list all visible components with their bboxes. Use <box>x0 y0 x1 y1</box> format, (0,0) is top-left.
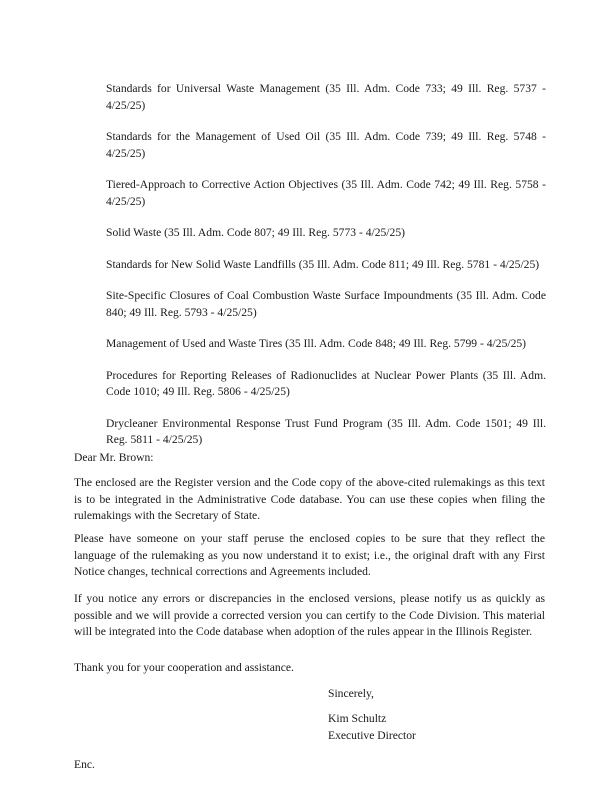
rulemaking-item: Standards for New Solid Waste Landfills (35 Ill. Adm. Code 811; 49 Ill. Reg. 5781 - 4/25/25) <box>106 257 540 271</box>
body-paragraph: The enclosed are the Register version and the Code copy of the above-cited rulemakings as this text is to be integrated in the Administrative Code database. You can use these copies when filing the rulemakings with the Secretary of State. <box>74 476 545 522</box>
rulemaking-item: Standards for Universal Waste Management (35 Ill. Adm. Code 733; 49 Ill. Reg. 5737 - 4/25/25) <box>106 82 546 112</box>
rulemaking-item: Drycleaner Environmental Response Trust Fund Program (35 Ill. Adm. Code 1501; 49 Ill. Reg. 5811 - 4/25/25) <box>106 416 546 446</box>
rulemaking-item: Procedures for Reporting Releases of Radionuclides at Nuclear Power Plants (35 Ill. Adm. Code 1010; 49 Ill. Reg. 5806 - 4/25/25) <box>106 368 546 398</box>
enclosure-note: Enc. <box>74 758 95 771</box>
signer-name: Kim Schultz <box>328 712 387 725</box>
salutation: Dear Mr. Brown: <box>74 451 154 464</box>
rulemaking-item: Standards for the Management of Used Oil (35 Ill. Adm. Code 739; 49 Ill. Reg. 5748 - 4/25/25) <box>106 130 546 160</box>
signature-block <box>328 711 528 744</box>
rulemaking-item: Solid Waste (35 Ill. Adm. Code 807; 49 Ill. Reg. 5773 - 4/25/25) <box>106 226 405 239</box>
signer-title: Executive Director <box>328 728 416 742</box>
rulemaking-item: Site-Specific Closures of Coal Combustion Waste Surface Impoundments (35 Ill. Adm. Code 840; 49 Ill. Reg. 5793 - 4/25/25) <box>106 289 546 319</box>
rulemaking-list <box>106 81 546 464</box>
body-paragraph: If you notice any errors or discrepancies in the enclosed versions, please notify us as quickly as possible and we will provide a corrected version you can certify to the Code Division. This material will be integrated into the Code database when adoption of the rules appear in the Illinois Register. <box>74 592 545 638</box>
body-paragraph: Please have someone on your staff peruse the enclosed copies to be sure that they reflect the language of the rulemaking as you now understand it to exist; i.e., the original draft with any First Notice changes, technical corrections and Agreements included. <box>74 532 545 578</box>
rulemaking-item: Tiered-Approach to Corrective Action Objectives (35 Ill. Adm. Code 742; 49 Ill. Reg. 5758 - 4/25/25) <box>106 178 546 208</box>
rulemaking-item: Management of Used and Waste Tires (35 Ill. Adm. Code 848; 49 Ill. Reg. 5799 - 4/25/25) <box>106 337 527 350</box>
body-paragraph: Thank you for your cooperation and assistance. <box>74 661 294 674</box>
closing: Sincerely, <box>328 687 374 700</box>
